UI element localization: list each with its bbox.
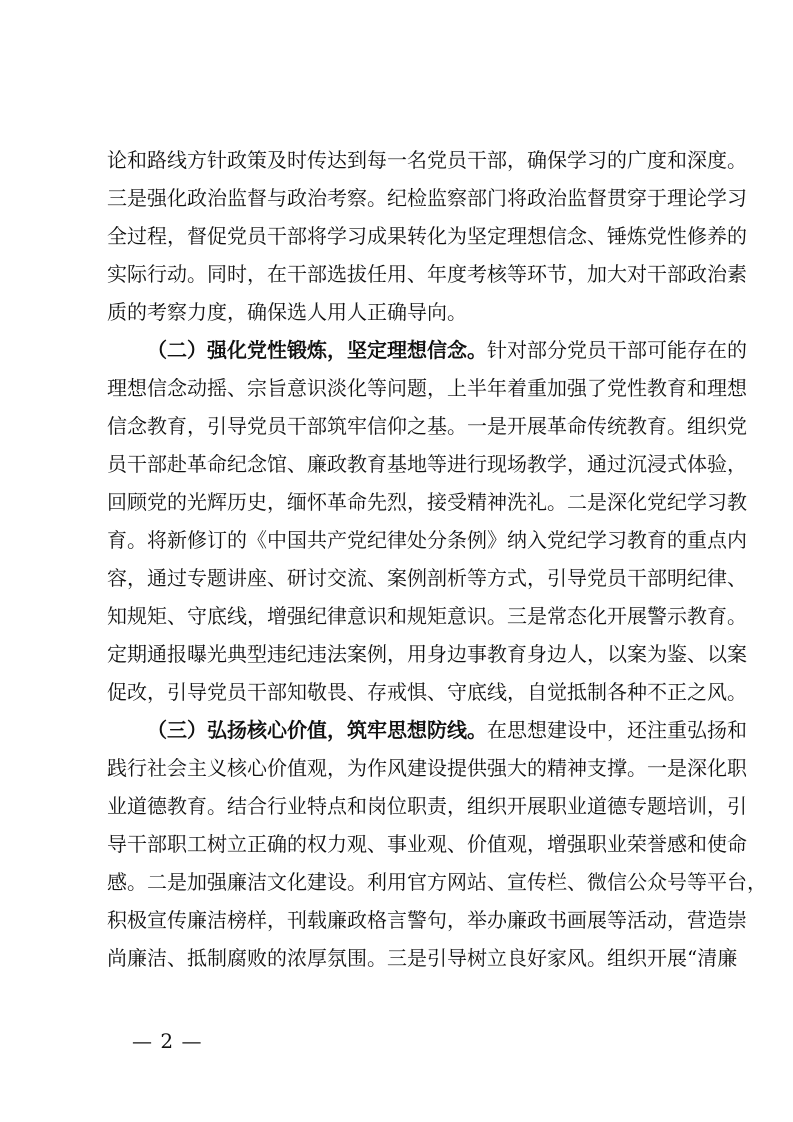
text-line: 尚廉洁、抵制腐败的浓厚氛围。三是引导树立良好家风。组织开展“清廉	[107, 946, 738, 970]
text-line: 实际行动。同时，在干部选拔任用、年度考核等环节，加大对干部政治素	[107, 262, 747, 286]
text-line: 回顾党的光辉历史，缅怀革命先烈，接受精神洗礼。二是深化党纪学习教	[107, 490, 747, 514]
text-line: 定期通报曝光典型违纪违法案例，用身边事教育身边人，以案为鉴、以案	[107, 642, 747, 666]
page-number: — 2 —	[132, 1029, 203, 1053]
section-line	[107, 331, 747, 369]
section-heading: （三）弘扬核心价值，筑牢思想防线。	[147, 718, 487, 742]
section-heading: （二）强化党性锻炼，坚定理想信念。	[147, 338, 487, 362]
text-line: 积极宣传廉洁榜样，刊载廉政格言警句，举办廉政书画展等活动，营造崇	[107, 908, 747, 932]
section-lead-text: 在思想建设中，还注重弘扬和	[487, 718, 747, 742]
text-line: 促改，引导党员干部知敬畏、存戒惧、守底线，自觉抵制各种不正之风。	[107, 680, 747, 704]
text-line: 三是强化政治监督与政治考察。纪检监察部门将政治监督贯穿于理论学习	[107, 186, 747, 210]
text-line: 导干部职工树立正确的权力观、事业观、价值观，增强职业荣誉感和使命	[107, 832, 747, 856]
text-line: 理想信念动摇、宗旨意识淡化等问题，上半年着重加强了党性教育和理想	[107, 376, 747, 400]
text-line: 业道德教育。结合行业特点和岗位职责，组织开展职业道德专题培训，引	[107, 794, 747, 818]
text-line: 践行社会主义核心价值观，为作风建设提供强大的精神支撑。一是深化职	[107, 756, 747, 780]
text-line: 质的考察力度，确保选人用人正确导向。	[107, 300, 467, 324]
section-line	[107, 711, 747, 749]
text-line: 容，通过专题讲座、研讨交流、案例剖析等方式，引导党员干部明纪律、	[107, 566, 747, 590]
text-line: 全过程，督促党员干部将学习成果转化为坚定理想信念、锤炼党性修养的	[107, 224, 747, 248]
body-text	[107, 141, 767, 977]
text-line: 感。二是加强廉洁文化建设。利用官方网站、宣传栏、微信公众号等平台，	[107, 870, 767, 894]
text-line: 育。将新修订的《中国共产党纪律处分条例》纳入党纪学习教育的重点内	[107, 528, 747, 552]
text-line: 论和路线方针政策及时传达到每一名党员干部，确保学习的广度和深度。	[107, 148, 747, 172]
section-lead-text: 针对部分党员干部可能存在的	[487, 338, 747, 362]
text-line: 信念教育，引导党员干部筑牢信仰之基。一是开展革命传统教育。组织党	[107, 414, 747, 438]
text-line: 知规矩、守底线，增强纪律意识和规矩意识。三是常态化开展警示教育。	[107, 604, 747, 628]
text-line: 员干部赴革命纪念馆、廉政教育基地等进行现场教学，通过沉浸式体验，	[107, 452, 747, 476]
